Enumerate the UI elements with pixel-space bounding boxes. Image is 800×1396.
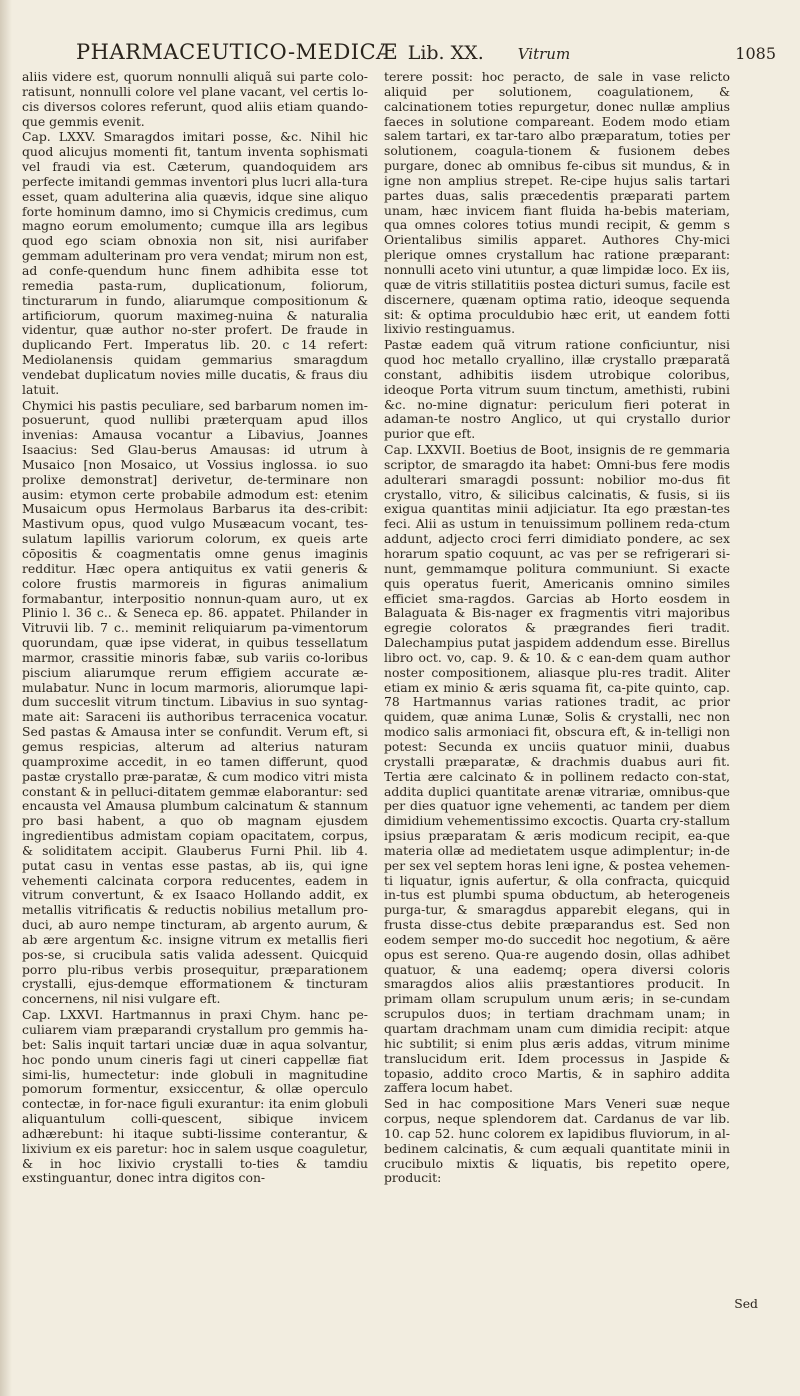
page-header: [76, 40, 776, 70]
right-column: [384, 70, 730, 1186]
paragraph: Chymici his pastis peculiare, sed barbarum nomen im-posuerunt, quod nullibi præterquam apud illos invenias: Amausa vocantur a Libavius, Joannes Isaacius: Sed Glau-berus Amausas: id utrum à Musaico [non Mosaico, ut Vossius inglossa. io suo prolixe demonstrat] derivetur, de-terminare non ausim: etymon certe probabile admodum est: etenim Musaicum opus Hermolaus Barbarus ita des-cribit: Mastivum opus, quod vulgo Musæacum vocant, tes-sulatum lapillis variorum colorum, ex queis arte cōpositis & coagmentatis omne genus imaginis redditur. Hæc opera antiquitus ex vatii generis & colore frustis marmoreis in figuras animalium formabantur, interpositio nonnun-quam auro, ut ex Plinio l. 36 c.. & Seneca ep. 86. appatet. Philander in Vitruvii lib. 7 c.. meminit reliquiarum pa-vimentorum quorundam, quæ ipse viderat, in quibus tessellatum marmor, crassitie minoris fabæ, sub variis co-loribus piscium aliarumque rerum effigiem accurate æ-mulabatur. Nunc in locum marmoris, aliorumque lapi-dum succeslit vitrum tinctum. Libavius in suo syntag-mate ait: Saraceni iis authoribus terracenica vocatur. Sed pastas & Amausa inter se confundit. Verum eft, si gemus respicias, alterum ad alterius naturam quamproxime accedit, in eo tamen differunt, quod pastæ crystallo præ-paratæ, & cum modico vitri mista constant & in pelluci-ditatem gemmæ elaborantur: sed encausta vel Amausa plumbum calcinatum & stannum pro basi habent, a quo ob magnam ejusdem ingredientibus admistam copiam opacitatem, corpus, & soliditatem accipit. Glauberus Furni Phil. lib 4. putat casu in ventas esse pastas, ab iis, qui igne vehementi calcinata corpora reducentes, eadem in vitrum convertunt, & ex Isaaco Hollando addit, ex metallis vitrificatis & reductis nobilius metallum pro-duci, ab auro nempe tincturam, ab argento aurum, & ab ære argentum &c. insigne vitrum ex metallis fieri pos-se, si crucibula satis valida adessent. Quicquid porro plu-ribus verbis prosequitur, præparationem crystalli, ejus-demque efformationem & tincturam concernens, nil nisi vulgare eft.: [22, 397, 368, 1007]
paragraph: Pastæ eadem quã vitrum ratione conficiuntur, nisi quod hoc metallo cryallino, illæ crystallo præparatã constant, adhibitis iisdem utrobique coloribus, ideoque Porta vitrum suum tinctum, amethisti, rubini &c. no-mine dignatur: periculum fieri poterat in adaman-te nostro Anglico, ut qui crystallo durior purior que eft.: [384, 337, 730, 442]
page-fold-shadow: [0, 0, 12, 1396]
footer-catchword: Sed: [734, 1296, 758, 1311]
page-number: 1085: [735, 44, 776, 63]
paragraph: aliis videre est, quorum nonnulli aliquã sui parte colo-ratisunt, nonnulli colore vel plane vacant, vel certis lo-cis diversos colores referunt, quod aliis etiam quando-que gemmis evenit.: [22, 69, 368, 129]
paragraph: Cap. LXXVI. Hartmannus in praxi Chym. hanc pe-culiarem viam præparandi crystallum pro gemmis ha-bet: Salis inquit tartari unciæ duæ in aqua solvantur, hoc pondo unum cineris fagi ut cineri cappellæ fiat simi-lis, humectetur: inde globuli in magnitudine pomorum formentur, exsiccentur, & ollæ operculo contectæ, in for-nace figuli exurantur: ita enim globuli aliquantulum colli-quescent, sibique invicem adhærebunt: hi itaque subti-lissime conterantur, & lixivium ex eis paretur: hoc in salem usque coaguletur, & in hoc lixivio crystalli to-ties & tamdiu exstinguantur, donec intra digitos con-: [22, 1007, 368, 1186]
paragraph: terere possit: hoc peracto, de sale in vase relicto aliquid per solutionem, coagulationem, & calcinationem toties repurgetur, donec nullæ amplius faeces in solutione compareant. Eodem modo etiam salem tartari, ex tar-taro albo præparatum, toties per solutionem, coagula-tionem & fusionem debes purgare, donec ab omnibus fe-cibus sit mundus, & in igne non amplius strepet. Re-cipe hujus salis tartari partes duas, salis præcedentis præparati partem unam, hæc invicem fiant fluida ha-bebis materiam, qua omnes colores totius mundi recipit, & gemm s Orientalibus similis apparet. Authores Chy-mici plerique omnes crystallum hac ratione præparant: nonnulli aceto vini utuntur, a quæ limpidæ loco. Ex iis, quæ de vitris stillatitiis postea dicturi sumus, facile est discernere, quænam optima ratio, ideoque sequenda sit: & optima proculdubio hæc erit, ut eandem fotti lixivio restinguamus.: [384, 69, 730, 337]
paragraph: Cap. LXXV. Smaragdos imitari posse, &c. Nihil hic quod alicujus momenti fit, tantum inventa sophismati vel fraudi via est. Cæterum, quandoquidem ars perfecte imitandi gemmas inventori plus lucri alla-tura esset, quam adulterina alia quævis, idque sine aliquo forte hominum damno, imo si Chymicis credimus, cum magno eorum emolumento; cumque illa ars legibus quod ego sciam obnoxia non sit, nisi aurifaber gemmam adulterinam pro vera vendat; mirum non est, ad confe-quendum hunc finem adhibita esse tot remedia pasta-rum, duplicationum, foliorum, tincturarum in fundo, aliarumque compositionum & artificiorum, quorum maximeg-nuina & naturalia videntur, quæ author no-ster profert. De fraude in duplicando Fert. Imperatus lib. 20. c 14 refert: Mediolanensis quidam gemmarius smaragdum vendebat duplicatum novies mille ducatis, & fraus diu latuit.: [22, 129, 368, 397]
paragraph: Sed in hac compositione Mars Veneri suæ neque corpus, neque splendorem dat. Cardanus de var lib. 10. cap 52. hunc colorem ex lapidibus fluviorum, in al-bedinem calcinatis, & cum æquali quantitate minii in crucibulo mixtis & liquatis, bis repetito opere, producit:: [384, 1096, 730, 1186]
chapter-label: Lib. XX.: [407, 42, 484, 64]
paragraph: Cap. LXXVII. Boetius de Boot, insignis de re gemmaria scriptor, de smaragdo ita habet: Omni-bus fere modis adulterari smaragdi possunt: nobilior mo-dus fit crystallo, vitro, & silicibus calcinatis, & fusis, si iis exigua quantitas minii adjiciatur. Ita ego præstan-tes feci. Alii as ustum in tenuissimum pollinem reda-ctum addunt, adjecto croci ferri dimidiato pondere, ac sex horarum spatio coquunt, ac vas per se refrigerari si-nunt, gemmamque politura communiunt. Si exacte quis operatus fuerit, Americanis omnino similes efficiet sma-ragdos. Garcias ab Horto eosdem in Balaguata & Bis-nager ex fragmentis vitri majoribus egregie coloratos & prægrandes fieri tradit. Dalechampius putat jaspidem addendum esse. Birellus libro oct. vo, cap. 9. & 10. & c ean-dem quam author noster compositionem, aliasque plu-res tradit. Aliter etiam ex minio & æris squama fit, ca-pite quinto, cap. 78 Hartmannus varias rationes tradit, ac prior quidem, quæ anima Lunæ, Solis & crystalli, nec non modico salis armoniaci fit, obscura eft, & in-telligi non potest: Secunda ex unciis quatuor minii, duabus crystalli præparatæ, & drachmis duabus auri fit. Tertia ære calcinato & in pollinem redacto con-stat, addita duplici quantitate arenæ vitrariæ, omnibus-que per dies quatuor igne vehementi, ac tandem per diem dimidium vehementissimo excoctis. Quarta cry-stallum ipsius præparatam & æris modicum recipit, ea-que materia ollæ ad medietatem usque adimplentur; in-de per sex vel septem horas leni igne, & postea vehemen-ti liquatur, ignis aufertur, & olla confracta, quicquid in-tus est plumbi spuma obductum, ab heterogeneis purga-tur, & smaragdus apparebit elegans, qui in frusta disse-ctus debite præparandus est. Sed non eodem semper mo-do succedit hoc negotium, & aëre opus est sereno. Qua-re augendo dosin, ollas adhibet quatuor, & una eademq; opera diversi coloris smaragdos alios aliis præstantiores producit. In primam ollam scrupulum unum æris; in se-cundam scrupulos duos; in tertiam drachmam unam; in quartam drachmam unam cum dimidia recipit: atque hic subtilit; si enim plus æris addas, vitrum minime translucidum erit. Idem processus in Jaspide & topasio, addito croco Martis, & in saphiro addita zaffera locum habet.: [384, 442, 730, 1096]
section-catchword: Vitrum: [517, 45, 571, 63]
left-column: [22, 70, 368, 1186]
running-head: PHARMACEUTICO-MEDICÆ: [76, 40, 398, 64]
